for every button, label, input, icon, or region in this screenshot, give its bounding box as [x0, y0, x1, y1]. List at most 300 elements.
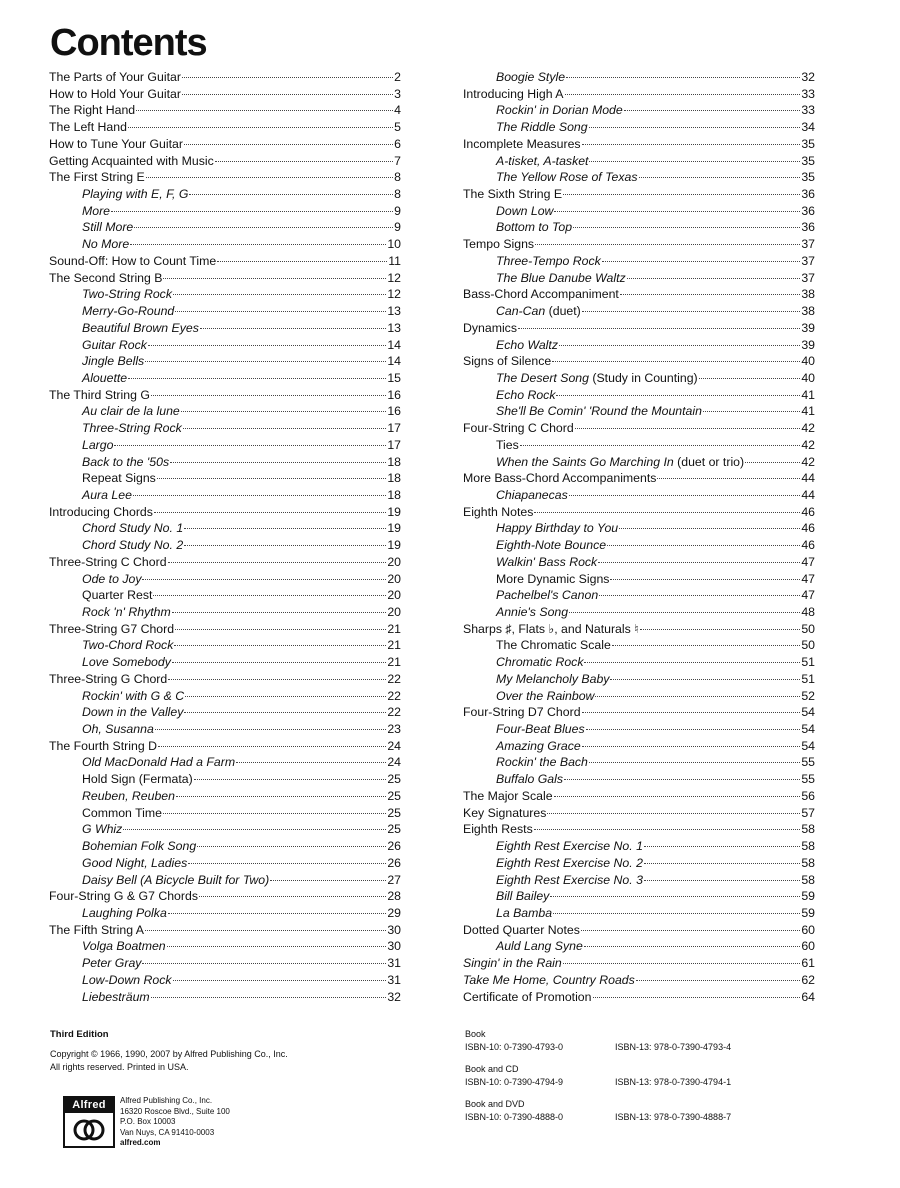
toc-entry-page: 60 — [801, 939, 815, 954]
toc-entry[interactable] — [49, 69, 401, 86]
toc-entry-page: 46 — [801, 538, 815, 553]
toc-entry[interactable] — [463, 604, 815, 621]
isbn10: ISBN-10: 0-7390-4794-9 — [465, 1077, 564, 1087]
toc-entry-title: Three-String Rock — [82, 421, 182, 436]
edition-label: Third Edition — [50, 1029, 109, 1040]
toc-entry[interactable] — [463, 989, 815, 1006]
toc-entry[interactable] — [463, 905, 815, 922]
toc-entry-page: 35 — [801, 136, 815, 151]
toc-entry-title: Laughing Polka — [82, 905, 167, 920]
toc-leader-dots — [111, 211, 393, 212]
toc-entry-title: Chiapanecas — [496, 487, 568, 502]
toc-entry[interactable] — [463, 86, 815, 103]
toc-entry-title: Four-String C Chord — [463, 421, 574, 436]
toc-entry-title: Down in the Valley — [82, 705, 184, 720]
toc-entry-page: 24 — [387, 755, 401, 770]
toc-entry[interactable] — [463, 805, 815, 822]
toc-leader-dots — [573, 227, 800, 228]
toc-entry[interactable] — [463, 704, 815, 721]
toc-entry-page: 57 — [801, 805, 815, 820]
toc-entry-title: Back to the '50s — [82, 454, 170, 469]
toc-entry[interactable] — [49, 855, 401, 872]
toc-entry[interactable] — [463, 888, 815, 905]
toc-leader-dots — [582, 712, 801, 713]
toc-entry[interactable] — [463, 554, 815, 571]
toc-entry-title: Hold Sign (Fermata) — [82, 772, 193, 787]
address-line: P.O. Box 10003 — [120, 1117, 176, 1126]
toc-leader-dots — [565, 94, 801, 95]
toc-entry[interactable] — [49, 337, 401, 354]
isbn10: ISBN-10: 0-7390-4793-0 — [465, 1042, 564, 1052]
toc-entry[interactable] — [49, 219, 401, 236]
toc-entry[interactable] — [49, 454, 401, 471]
toc-leader-dots — [589, 762, 800, 763]
toc-leader-dots — [554, 796, 801, 797]
toc-leader-dots — [575, 428, 801, 429]
toc-entry[interactable] — [463, 637, 815, 654]
toc-leader-dots — [547, 813, 800, 814]
toc-entry[interactable] — [463, 855, 815, 872]
toc-entry[interactable] — [463, 353, 815, 370]
toc-entry[interactable] — [49, 520, 401, 537]
toc-entry-page: 42 — [801, 437, 815, 452]
toc-entry-page: 30 — [387, 939, 401, 954]
toc-entry-title: Dotted Quarter Notes — [463, 922, 580, 937]
toc-entry-title: Bill Bailey — [496, 889, 550, 904]
isbn13: ISBN-13: 978-0-7390-4888-7 — [615, 1112, 732, 1122]
copyright-notice — [50, 1048, 288, 1074]
toc-entry[interactable] — [49, 270, 401, 287]
toc-leader-dots — [184, 528, 386, 529]
toc-entry[interactable] — [49, 353, 401, 370]
toc-entry-page: 22 — [387, 705, 401, 720]
toc-entry[interactable] — [49, 153, 401, 170]
toc-entry-page: 7 — [394, 153, 401, 168]
toc-leader-dots — [146, 177, 393, 178]
toc-entry-title: Two-String Rock — [82, 287, 172, 302]
toc-leader-dots — [153, 595, 386, 596]
toc-entry[interactable] — [49, 838, 401, 855]
address-line: Alfred Publishing Co., Inc. — [120, 1096, 213, 1105]
toc-entry-page: 58 — [801, 872, 815, 887]
toc-entry[interactable] — [49, 805, 401, 822]
toc-entry[interactable] — [49, 704, 401, 721]
toc-entry-title: Echo Waltz — [496, 337, 558, 352]
toc-entry-page: 17 — [387, 437, 401, 452]
toc-entry-page: 58 — [801, 855, 815, 870]
toc-entry-page: 21 — [387, 638, 401, 653]
toc-entry[interactable] — [49, 754, 401, 771]
toc-entry[interactable] — [463, 872, 815, 889]
toc-entry-page: 32 — [387, 989, 401, 1004]
toc-leader-dots — [215, 161, 393, 162]
toc-entry-title: The Fifth String A — [49, 922, 145, 937]
toc-entry-title: Love Somebody — [82, 655, 171, 670]
logo-note-icon — [65, 1113, 113, 1146]
website-link[interactable]: alfred.com — [120, 1138, 161, 1147]
toc-entry-page: 24 — [387, 738, 401, 753]
toc-entry-page: 36 — [801, 203, 815, 218]
toc-entry-title: Bohemian Folk Song — [82, 839, 197, 854]
toc-entry[interactable] — [49, 253, 401, 270]
toc-entry[interactable] — [463, 571, 815, 588]
toc-entry-page: 19 — [387, 538, 401, 553]
toc-entry[interactable] — [463, 337, 815, 354]
toc-entry[interactable] — [463, 102, 815, 119]
toc-entry[interactable] — [49, 136, 401, 153]
toc-entry-page: 23 — [387, 722, 401, 737]
toc-entry[interactable] — [49, 119, 401, 136]
toc-entry-page: 5 — [394, 120, 401, 135]
toc-entry[interactable] — [49, 738, 401, 755]
toc-entry[interactable] — [49, 621, 401, 638]
toc-entry-title: The Desert Song (Study in Counting) — [496, 370, 698, 385]
toc-leader-dots — [172, 662, 386, 663]
toc-entry[interactable] — [49, 888, 401, 905]
toc-entry[interactable] — [49, 186, 401, 203]
toc-entry-page: 47 — [801, 554, 815, 569]
toc-entry-page: 9 — [394, 203, 401, 218]
toc-entry-title: Chromatic Rock — [496, 655, 584, 670]
toc-entry[interactable] — [463, 955, 815, 972]
toc-leader-dots — [236, 762, 386, 763]
toc-entry-title: Four-String D7 Chord — [463, 705, 581, 720]
toc-entry[interactable] — [463, 119, 815, 136]
toc-entry[interactable] — [463, 838, 815, 855]
toc-leader-dots — [189, 194, 393, 195]
toc-entry-title: Eighth Rests — [463, 822, 533, 837]
toc-entry-page: 31 — [387, 956, 401, 971]
toc-entry-title: The Blue Danube Waltz — [496, 270, 626, 285]
toc-entry[interactable] — [49, 303, 401, 320]
toc-entry-page: 39 — [801, 337, 815, 352]
toc-entry[interactable] — [463, 537, 815, 554]
toc-entry-page: 10 — [387, 237, 401, 252]
toc-entry-title: Guitar Rock — [82, 337, 147, 352]
toc-entry[interactable] — [49, 872, 401, 889]
toc-entry-title: Liebesträum — [82, 989, 150, 1004]
toc-entry-title: Reuben, Reuben — [82, 788, 175, 803]
toc-entry-page: 44 — [801, 487, 815, 502]
toc-entry[interactable] — [49, 504, 401, 521]
toc-entry[interactable] — [49, 604, 401, 621]
toc-entry[interactable] — [49, 637, 401, 654]
toc-entry-page: 33 — [801, 103, 815, 118]
toc-entry-page: 32 — [801, 70, 815, 84]
toc-leader-dots — [145, 930, 386, 931]
toc-entry-title: Eighth Rest Exercise No. 1 — [496, 839, 643, 854]
toc-entry[interactable] — [49, 938, 401, 955]
toc-entry[interactable] — [49, 821, 401, 838]
toc-leader-dots — [584, 946, 800, 947]
toc-entry-title: Tempo Signs — [463, 237, 535, 252]
toc-entry-page: 15 — [387, 370, 401, 385]
toc-entry-page: 36 — [801, 187, 815, 202]
toc-entry[interactable] — [49, 203, 401, 220]
toc-entry-page: 28 — [387, 889, 401, 904]
toc-entry-title: How to Tune Your Guitar — [49, 136, 183, 151]
toc-entry-title: Getting Acquainted with Music — [49, 153, 214, 168]
toc-leader-dots — [174, 645, 386, 646]
toc-entry[interactable] — [463, 403, 815, 420]
toc-entry[interactable] — [463, 253, 815, 270]
toc-entry-page: 40 — [801, 354, 815, 369]
toc-entry[interactable] — [463, 186, 815, 203]
isbn10: ISBN-10: 0-7390-4888-0 — [465, 1112, 564, 1122]
toc-entry-title: Repeat Signs — [82, 471, 156, 486]
toc-entry[interactable] — [463, 420, 815, 437]
toc-entry[interactable] — [49, 537, 401, 554]
toc-entry[interactable] — [463, 303, 815, 320]
toc-entry-title: Daisy Bell (A Bicycle Built for Two) — [82, 872, 270, 887]
toc-entry-page: 18 — [387, 454, 401, 469]
toc-leader-dots — [581, 930, 800, 931]
toc-entry[interactable] — [49, 721, 401, 738]
isbn-label: Book and CD — [465, 1064, 519, 1074]
toc-leader-dots — [176, 796, 386, 797]
rights-line: All rights reserved. Printed in USA. — [50, 1062, 189, 1072]
toc-leader-dots — [157, 478, 386, 479]
toc-leader-dots — [619, 528, 800, 529]
toc-leader-dots — [703, 411, 800, 412]
toc-entry[interactable] — [49, 922, 401, 939]
toc-entry-title: Can-Can (duet) — [496, 304, 581, 319]
toc-leader-dots — [644, 880, 800, 881]
toc-entry[interactable] — [463, 69, 815, 86]
toc-leader-dots — [554, 211, 800, 212]
toc-entry-title: Still More — [82, 220, 134, 235]
toc-entry[interactable] — [49, 169, 401, 186]
toc-entry-title: Quarter Rest — [82, 588, 153, 603]
toc-leader-dots — [168, 562, 387, 563]
toc-entry-page: 42 — [801, 421, 815, 436]
toc-entry-title: A-tisket, A-tasket — [496, 153, 589, 168]
toc-entry-page: 59 — [801, 889, 815, 904]
toc-entry-title: Good Night, Ladies — [82, 855, 188, 870]
toc-entry-title: Rockin' the Bach — [496, 755, 588, 770]
toc-entry-title: Auld Lang Syne — [496, 939, 583, 954]
toc-entry[interactable] — [49, 905, 401, 922]
toc-leader-dots — [154, 512, 386, 513]
toc-entry[interactable] — [49, 370, 401, 387]
toc-entry-title: Sharps ♯, Flats ♭, and Naturals ♮ — [463, 621, 639, 636]
toc-entry[interactable] — [463, 136, 815, 153]
toc-entry[interactable] — [463, 621, 815, 638]
toc-entry[interactable] — [49, 654, 401, 671]
toc-leader-dots — [636, 980, 801, 981]
toc-entry-page: 16 — [387, 404, 401, 419]
toc-leader-dots — [595, 696, 800, 697]
toc-entry[interactable] — [49, 470, 401, 487]
toc-entry-title: Low-Down Rock — [82, 972, 172, 987]
toc-entry-page: 8 — [394, 187, 401, 202]
toc-entry[interactable] — [49, 955, 401, 972]
toc-leader-dots — [657, 478, 800, 479]
toc-entry[interactable] — [463, 821, 815, 838]
toc-entry-page: 29 — [387, 905, 401, 920]
toc-entry[interactable] — [463, 270, 815, 287]
toc-entry-title: The Parts of Your Guitar — [49, 70, 181, 84]
toc-leader-dots — [563, 194, 800, 195]
toc-entry-title: Certificate of Promotion — [463, 989, 592, 1004]
toc-leader-dots — [200, 328, 386, 329]
toc-entry[interactable] — [49, 587, 401, 604]
toc-leader-dots — [133, 495, 386, 496]
toc-entry-title: Common Time — [82, 805, 162, 820]
toc-entry-title: More — [82, 203, 111, 218]
toc-leader-dots — [181, 411, 387, 412]
toc-entry[interactable] — [49, 420, 401, 437]
toc-entry[interactable] — [463, 504, 815, 521]
toc-entry-page: 42 — [801, 454, 815, 469]
toc-leader-dots — [644, 863, 800, 864]
toc-leader-dots — [563, 963, 801, 964]
toc-entry[interactable] — [49, 102, 401, 119]
toc-entry-title: The Sixth String E — [463, 187, 563, 202]
toc-entry[interactable] — [463, 153, 815, 170]
toc-entry[interactable] — [463, 788, 815, 805]
toc-entry-page: 20 — [387, 588, 401, 603]
toc-entry[interactable] — [463, 487, 815, 504]
toc-leader-dots — [188, 863, 386, 864]
toc-entry[interactable] — [463, 236, 815, 253]
toc-leader-dots — [607, 545, 800, 546]
toc-entry[interactable] — [49, 571, 401, 588]
toc-entry[interactable] — [463, 938, 815, 955]
toc-entry-title: Singin' in the Rain — [463, 956, 562, 971]
toc-entry[interactable] — [463, 688, 815, 705]
toc-entry-page: 35 — [801, 153, 815, 168]
toc-leader-dots — [168, 679, 386, 680]
toc-entry[interactable] — [49, 554, 401, 571]
toc-leader-dots — [566, 77, 800, 78]
toc-entry[interactable] — [463, 754, 815, 771]
toc-entry[interactable] — [49, 972, 401, 989]
toc-entry[interactable] — [463, 972, 815, 989]
toc-entry-page: 47 — [801, 571, 815, 586]
toc-leader-dots — [173, 980, 387, 981]
toc-entry-title: No More — [82, 237, 130, 252]
toc-entry-page: 38 — [801, 304, 815, 319]
toc-entry[interactable] — [463, 654, 815, 671]
toc-leader-dots — [584, 662, 800, 663]
toc-leader-dots — [183, 428, 387, 429]
toc-leader-dots — [142, 963, 386, 964]
toc-entry[interactable] — [49, 387, 401, 404]
toc-entry-page: 37 — [801, 270, 815, 285]
toc-entry[interactable] — [463, 387, 815, 404]
toc-entry[interactable] — [49, 236, 401, 253]
toc-entry[interactable] — [49, 437, 401, 454]
toc-leader-dots — [199, 896, 386, 897]
toc-entry-title: The Riddle Song — [496, 120, 588, 135]
toc-entry-page: 52 — [801, 688, 815, 703]
toc-entry-title: Volga Boatmen — [82, 939, 166, 954]
toc-entry-title: Walkin' Bass Rock — [496, 554, 598, 569]
toc-entry[interactable] — [463, 286, 815, 303]
toc-entry[interactable] — [463, 587, 815, 604]
toc-entry-title: Three-Tempo Rock — [496, 253, 601, 268]
page-title: Contents — [50, 22, 207, 64]
toc-entry[interactable] — [463, 454, 815, 471]
toc-entry-page: 25 — [387, 822, 401, 837]
toc-leader-dots — [145, 361, 386, 362]
toc-entry[interactable] — [49, 86, 401, 103]
toc-leader-dots — [130, 244, 386, 245]
toc-entry[interactable] — [49, 286, 401, 303]
toc-leader-dots — [114, 445, 386, 446]
toc-entry[interactable] — [49, 403, 401, 420]
toc-entry-page: 30 — [387, 922, 401, 937]
toc-entry-title: Down Low — [496, 203, 554, 218]
toc-leader-dots — [624, 110, 801, 111]
toc-entry-title: More Dynamic Signs — [496, 571, 610, 586]
toc-entry[interactable] — [463, 219, 815, 236]
isbn-label: Book — [465, 1029, 486, 1039]
toc-entry-title: Old MacDonald Had a Farm — [82, 755, 236, 770]
toc-leader-dots — [535, 244, 800, 245]
toc-entry-page: 33 — [801, 86, 815, 101]
toc-entry[interactable] — [49, 771, 401, 788]
toc-leader-dots — [553, 913, 800, 914]
toc-leader-dots — [217, 261, 387, 262]
toc-entry[interactable] — [49, 989, 401, 1006]
toc-entry-page: 40 — [801, 370, 815, 385]
toc-entry[interactable] — [463, 771, 815, 788]
toc-entry-title: Sound-Off: How to Count Time — [49, 253, 217, 268]
toc-entry-title: How to Hold Your Guitar — [49, 86, 181, 101]
toc-entry[interactable] — [463, 370, 815, 387]
toc-entry-page: 59 — [801, 905, 815, 920]
toc-leader-dots — [639, 177, 801, 178]
toc-entry[interactable] — [49, 487, 401, 504]
toc-entry-title: Alouette — [82, 370, 128, 385]
toc-entry-page: 18 — [387, 471, 401, 486]
toc-entry[interactable] — [463, 203, 815, 220]
toc-entry[interactable] — [463, 721, 815, 738]
toc-entry[interactable] — [49, 688, 401, 705]
toc-entry-title: Amazing Grace — [496, 738, 581, 753]
toc-entry[interactable] — [49, 788, 401, 805]
toc-column-left — [49, 69, 401, 1005]
toc-entry[interactable] — [463, 671, 815, 688]
toc-entry[interactable] — [463, 437, 815, 454]
toc-leader-dots — [627, 278, 801, 279]
toc-entry-page: 55 — [801, 772, 815, 787]
toc-entry-title: Three-String G Chord — [49, 671, 168, 686]
toc-entry-title: The Right Hand — [49, 103, 136, 118]
toc-entry-page: 51 — [801, 655, 815, 670]
toc-entry[interactable] — [49, 671, 401, 688]
toc-leader-dots — [599, 595, 800, 596]
toc-entry[interactable] — [463, 320, 815, 337]
toc-entry-page: 50 — [801, 621, 815, 636]
toc-entry[interactable] — [463, 922, 815, 939]
toc-leader-dots — [602, 261, 801, 262]
toc-entry-page: 2 — [394, 70, 401, 84]
toc-entry-title: Rockin' with G & C — [82, 688, 185, 703]
toc-entry[interactable] — [49, 320, 401, 337]
toc-entry-title: Signs of Silence — [463, 354, 552, 369]
toc-entry[interactable] — [463, 169, 815, 186]
toc-entry[interactable] — [463, 520, 815, 537]
toc-entry-page: 56 — [801, 788, 815, 803]
toc-entry[interactable] — [463, 738, 815, 755]
toc-entry[interactable] — [463, 470, 815, 487]
toc-entry-title: The Fourth String D — [49, 738, 157, 753]
toc-entry-title: When the Saints Go Marching In (duet or trio) — [496, 454, 745, 469]
toc-entry-title: Over the Rainbow — [496, 688, 595, 703]
